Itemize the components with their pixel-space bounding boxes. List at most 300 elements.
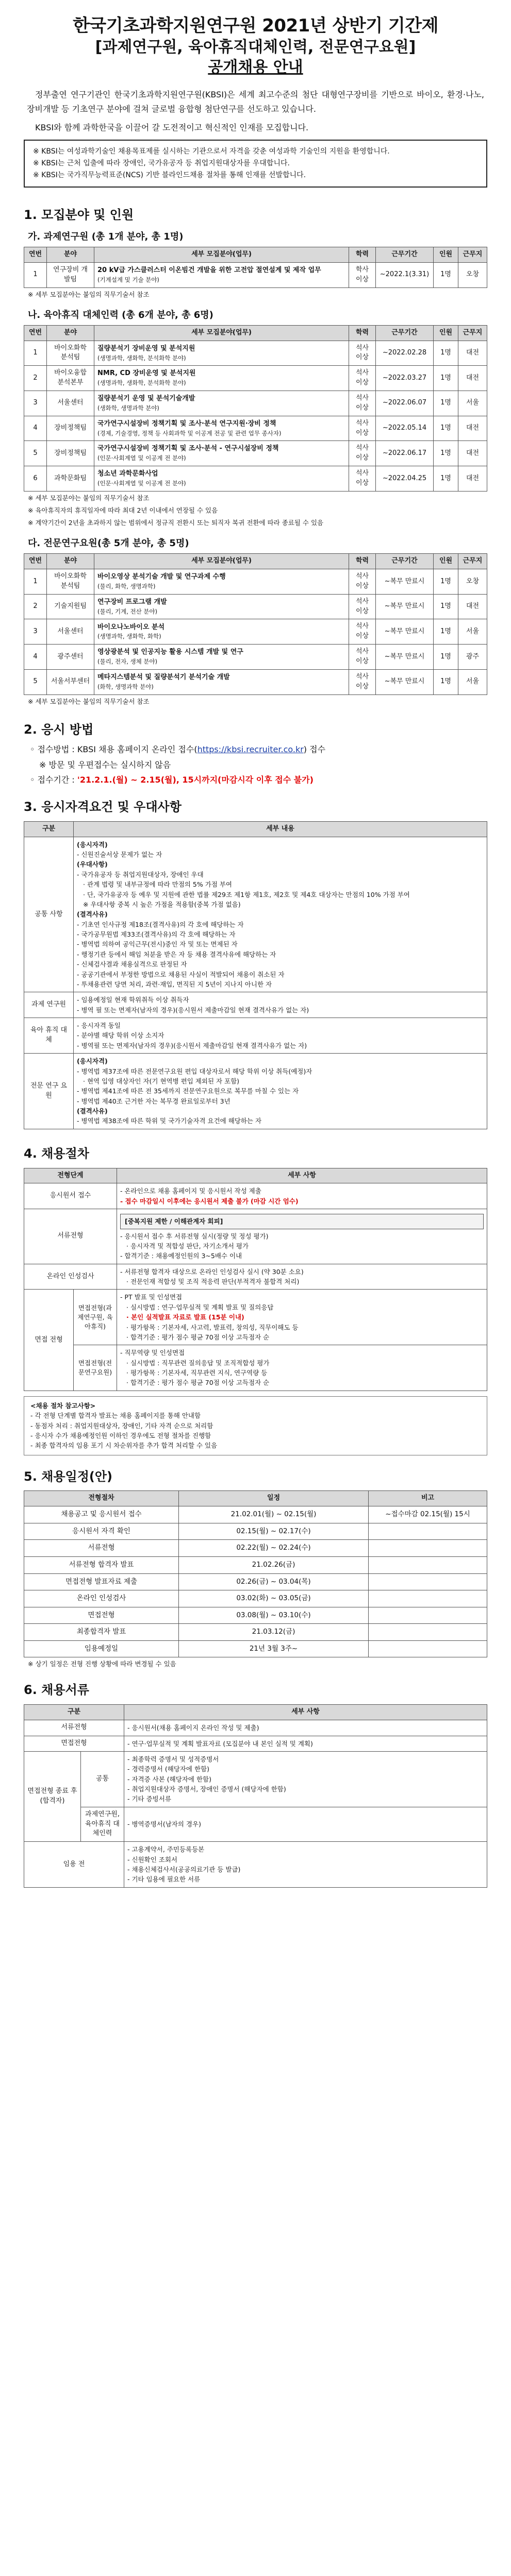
row-detail xyxy=(74,1054,487,1129)
detail-line: - 분야별 해당 학위 이상 소지자 xyxy=(77,1031,164,1040)
cell-step: 채용공고 및 응시원서 접수 xyxy=(24,1506,179,1523)
col-header: 비고 xyxy=(369,1491,487,1506)
subsection-heading: 가. 과제연구원 (총 1개 분야, 총 1명) xyxy=(28,231,184,242)
col-header: 전형절차 xyxy=(24,1491,179,1506)
schedule-note: ※ 상기 일정은 전형 진행 상황에 따라 변경될 수 있음 xyxy=(28,1660,176,1668)
cell-field: 바이오화학 분석팀 xyxy=(47,569,94,595)
table-professional-research xyxy=(24,553,487,694)
table-documents xyxy=(24,1704,487,1888)
col-header: 세부 사항 xyxy=(117,1168,487,1183)
subsection-heading: 나. 육아휴직 대체인력 (총 6개 분야, 총 6명) xyxy=(28,309,213,320)
table-note: ※ 세부 모집분야는 붙임의 직무기술서 참조 xyxy=(28,290,150,298)
cell-step: 면접전형 발표자료 제출 xyxy=(24,1573,179,1590)
cell-step: 서류전형 xyxy=(24,1540,179,1557)
col-header: 세부 모집분야(업무) xyxy=(94,554,349,569)
row-label: 서류전형 xyxy=(24,1209,117,1264)
cell-period: ~복무 만료시 xyxy=(376,669,434,694)
cell-place: 오창 xyxy=(458,262,487,287)
cell-place: 대전 xyxy=(458,416,487,441)
apply-method-note xyxy=(30,759,487,771)
table-row xyxy=(24,669,487,694)
detail-line: - 경력증명서 (해당자에 한함) xyxy=(127,1765,210,1773)
table-row xyxy=(24,1556,487,1573)
table-row xyxy=(24,645,487,670)
table-row xyxy=(24,262,487,287)
row-label: 전문 연구 요원 xyxy=(24,1054,74,1129)
detail-line: (응시자격) xyxy=(77,840,108,849)
cell-place: 오창 xyxy=(458,569,487,595)
duty-title: 바이오나노바이오 분석 xyxy=(97,623,165,631)
cell-remark xyxy=(369,1540,487,1557)
duty-sub: (경제, 기술경영, 정책 등 사회과학 및 이공계 전공 및 관련 업무 종사자) xyxy=(97,429,282,437)
cell-count: 1명 xyxy=(434,391,458,416)
detail-line: - 병역법 제38조에 따른 학위 및 국가기술자격 요건에 해당하는 자 xyxy=(77,1117,262,1125)
cell-duty xyxy=(94,341,349,366)
cell-duty xyxy=(94,391,349,416)
detail-line: ※ 우대사항 중복 시 높은 가점을 적용함(중복 가점 없음) xyxy=(83,900,241,908)
duty-title: 질량분석기 운영 및 분석기술개발 xyxy=(97,395,195,403)
row-detail xyxy=(74,992,487,1018)
cell-date: 21.02.26(금) xyxy=(179,1556,369,1573)
cell-period: ~2022.06.07 xyxy=(376,391,434,416)
row-detail xyxy=(117,1264,487,1290)
col-header: 구분 xyxy=(24,1705,124,1720)
cell-no: 2 xyxy=(24,594,47,619)
cell-edu: 석사 이상 xyxy=(349,341,376,366)
detail-line: - 병역 필 또는 면제자(남자의 경우)(응시원서 제출마감일 현재 결격사유가 없는 자) xyxy=(77,1006,309,1014)
detail-line: - 최종학력 증명서 및 성적증명서 xyxy=(127,1755,219,1763)
duty-title: 청소년 과학문화사업 xyxy=(97,470,158,478)
cell-field: 과학문화팀 xyxy=(47,466,94,492)
cell-place: 대전 xyxy=(458,594,487,619)
detail-line: · 전문인재 적합성 및 조직 적응력 판단(부적격자 불합격 처리) xyxy=(126,1278,300,1286)
detail-line: - 병역증명서(남자의 경우) xyxy=(127,1820,201,1828)
row-sublabel: 면접전형(과제연구원, 육아휴직) xyxy=(74,1290,117,1345)
table-row xyxy=(24,1736,487,1751)
col-header: 근무기간 xyxy=(376,325,434,341)
cell-edu: 석사 이상 xyxy=(349,391,376,416)
cell-edu: 석사 이상 xyxy=(349,441,376,466)
table-row xyxy=(24,1290,487,1345)
apply-period-prefix: ◦ 접수기간 : xyxy=(30,774,77,785)
cell-count: 1명 xyxy=(434,569,458,595)
table-row xyxy=(24,1054,487,1129)
table-qualifications xyxy=(24,821,487,1129)
detail-line: - 응시자격 동일 xyxy=(77,1022,121,1030)
duty-sub: (인문·사회계열 및 이공계 전 분야) xyxy=(97,454,186,462)
row-sublabel: 면접전형(전문연구요원) xyxy=(74,1345,117,1391)
cell-field: 서울센터 xyxy=(47,391,94,416)
col-header: 분야 xyxy=(47,247,94,263)
cell-count: 1명 xyxy=(434,341,458,366)
detail-line: - 온라인으로 채용 홈페이지 및 응시원서 작성 제출 xyxy=(120,1187,261,1195)
col-header: 전형단계 xyxy=(24,1168,117,1183)
cell-duty xyxy=(94,416,349,441)
table-row xyxy=(24,1751,487,1807)
detail-line: - 접수 마감일시 이후에는 응시원서 제출 불가 (마감 시간 엄수) xyxy=(120,1197,299,1205)
col-header: 학력 xyxy=(349,247,376,263)
table-row xyxy=(24,1540,487,1557)
cell-duty xyxy=(94,619,349,645)
cell-count: 1명 xyxy=(434,594,458,619)
row-label: 임용 전 xyxy=(24,1842,124,1888)
cell-step: 면접전형 xyxy=(24,1607,179,1624)
row-detail xyxy=(117,1345,487,1391)
detail-line: · 현역 입영 대상자인 자(기 현역병 편입 제외된 자 포함) xyxy=(83,1077,240,1085)
cell-field: 장비정책팀 xyxy=(47,441,94,466)
apply-method-suffix: ) 접수 xyxy=(303,744,326,755)
apply-period-value: '21.2.1.(월) ~ 2.15(월), 15시까지(마감시각 이후 접수 불가) xyxy=(77,774,314,785)
cell-count: 1명 xyxy=(434,645,458,670)
detail-line: (결격사유) xyxy=(77,1107,108,1115)
intro-closing: KBSI와 함께 과학한국을 이끌어 갈 도전적이고 혁신적인 인재를 모집합니다. xyxy=(35,122,309,132)
procedure-reference-box xyxy=(24,1396,487,1455)
cell-field: 연구장비 개발팀 xyxy=(47,262,94,287)
detail-line: · 합격기준 : 평가 점수 평균 70점 이상 고득점자 순 xyxy=(126,1333,270,1341)
detail-line: · 본인 실적발표 자료로 발표 (15분 이내) xyxy=(126,1313,244,1321)
duty-sub: (생명과학, 생화학, 화학) xyxy=(97,633,161,640)
col-header: 세부 모집분야(업무) xyxy=(94,247,349,263)
col-header: 연번 xyxy=(24,325,47,341)
row-label: 면접전형 xyxy=(24,1736,124,1751)
cell-date: 03.08(월) ~ 03.10(수) xyxy=(179,1607,369,1624)
table-row xyxy=(24,1842,487,1888)
detail-line: · 실시방법 : 직무관련 질의응답 및 조직적합성 평가 xyxy=(126,1359,270,1367)
title-block xyxy=(24,14,487,78)
table-row xyxy=(24,441,487,466)
cell-duty xyxy=(94,569,349,595)
cell-place: 서울 xyxy=(458,391,487,416)
col-header: 인원 xyxy=(434,247,458,263)
cell-place: 대전 xyxy=(458,341,487,366)
detail-line: - 취업지원대상자 증명서, 장애인 증명서 (해당자에 한함) xyxy=(127,1785,286,1793)
table-note: ※ 세부 모집분야는 붙임의 직무기술서 참조 xyxy=(28,697,150,705)
detail-line: - 기초연 인사규정 제18조(결격사유)의 각 호에 해당하는 자 xyxy=(77,920,244,928)
cell-edu: 석사 이상 xyxy=(349,619,376,645)
detail-line: · 응시자격 및 적합성 판단, 자기소개서 평가 xyxy=(126,1242,249,1250)
cell-field: 광주센터 xyxy=(47,645,94,670)
cell-step: 서류전형 합격자 발표 xyxy=(24,1556,179,1573)
cell-edu: 석사 이상 xyxy=(349,594,376,619)
duty-title: 국가연구시설장비 정책기획 및 조사·분석 연구지원·장비 정책 xyxy=(97,419,276,428)
intro-paragraph: 정부출연 연구기관인 한국기초과학지원연구원(KBSI)은 세계 최고수준의 첨단 대형연구장비를 기반으로 바이오, 환경·나노, 장비개발 등 기초연구 분야에 걸쳐 글로벌 융합형 첨단연구를 선도하고 있습니다. xyxy=(27,89,484,114)
table-note: ※ 육아휴직자의 휴직일자에 따라 최대 2년 이내에서 연장될 수 있음 xyxy=(28,506,218,514)
page-subtitle-notice: 공개채용 안내 xyxy=(208,58,303,77)
duty-sub: (화학, 생명과학 분야) xyxy=(97,683,154,690)
detail-line: - 행정기관 등에서 해임 처분을 받은 자 등 채용 결격사유에 해당하는 자 xyxy=(77,950,276,958)
cell-edu: 석사 이상 xyxy=(349,366,376,391)
detail-line: (응시자격) xyxy=(77,1057,108,1065)
cell-field: 바이오화학 분석팀 xyxy=(47,341,94,366)
detail-line: - 임용예정일 현재 학위취득 이상 취득자 xyxy=(77,996,189,1004)
duty-sub: (물리, 기계, 전산 분야) xyxy=(97,607,158,615)
cell-period: ~복무 만료시 xyxy=(376,645,434,670)
detail-line: - 공공기관에서 부정한 방법으로 채용된 사실이 적발되어 채용이 취소된 자 xyxy=(77,970,285,978)
col-header: 인원 xyxy=(434,325,458,341)
cell-place: 대전 xyxy=(458,441,487,466)
duty-sub: (물리, 전자, 생체 분야) xyxy=(97,658,158,666)
detail-line: - 응시원서(채용 홈페이지 온라인 작성 및 제출) xyxy=(127,1724,259,1732)
no-visit-note: ※ 방문 및 우편접수는 실시하지 않음 xyxy=(39,759,171,770)
section-heading: 3. 응시자격요건 및 우대사항 xyxy=(24,800,182,814)
detail-line: - 신원확인 조회서 xyxy=(127,1855,177,1863)
col-header: 분야 xyxy=(47,325,94,341)
table-row xyxy=(24,466,487,492)
row-label: 공통 사항 xyxy=(24,837,74,992)
cell-place: 대전 xyxy=(458,366,487,391)
cell-no: 1 xyxy=(24,262,47,287)
cell-remark xyxy=(369,1556,487,1573)
detail-line: · 단, 국가유공자 등 예우 및 지원에 관한 법률 제29조 제1항 제1호, 제2호 및 제4호 대상자는 만점의 10% 가점 부여 xyxy=(83,890,410,899)
duty-title: 질량분석기 장비운영 및 분석지원 xyxy=(97,344,195,352)
duty-title: 영상광분석 및 인공지능 활용 시스템 개발 및 연구 xyxy=(97,648,243,656)
cell-place: 서울 xyxy=(458,669,487,694)
cell-duty xyxy=(94,366,349,391)
cell-step: 최종합격자 발표 xyxy=(24,1624,179,1641)
cell-period: ~2022.1(3.31) xyxy=(376,262,434,287)
table-row xyxy=(24,1624,487,1641)
cell-duty xyxy=(94,466,349,492)
col-header: 근무기간 xyxy=(376,247,434,263)
section-heading: 2. 응시 방법 xyxy=(24,722,94,737)
duty-title: NMR, CD 장비운영 및 분석지원 xyxy=(97,369,196,378)
table-row xyxy=(24,1264,487,1290)
detail-line: · 평가항목 : 기본자세, 사고력, 발표력, 창의성, 직무이해도 등 xyxy=(126,1323,299,1331)
detail-line: · 평가항목 : 기본자세, 직무관련 지식, 연구역량 등 xyxy=(126,1369,268,1377)
table-row xyxy=(24,1345,487,1391)
cell-edu: 석사 이상 xyxy=(349,569,376,595)
cell-remark xyxy=(369,1640,487,1657)
cell-period: ~복무 만료시 xyxy=(376,569,434,595)
cell-edu: 학사 이상 xyxy=(349,262,376,287)
table-row xyxy=(24,1640,487,1657)
cell-count: 1명 xyxy=(434,416,458,441)
cell-date: 02.15(월) ~ 02.17(수) xyxy=(179,1523,369,1540)
cell-count: 1명 xyxy=(434,619,458,645)
table-row xyxy=(24,1720,487,1736)
cell-count: 1명 xyxy=(434,466,458,492)
notice-item: ※ KBSI는 근처 입출에 따라 장애인, 국가유공자 등 취업지원대상자를 우대합니다. xyxy=(33,159,290,167)
cell-count: 1명 xyxy=(434,262,458,287)
detail-line: - 기타 임용에 필요한 서류 xyxy=(127,1875,201,1884)
detail-line: - 연구·업무실적 및 계획 발표자료 (모집분야 내 본인 실적 및 계획) xyxy=(127,1739,313,1748)
table-row xyxy=(24,391,487,416)
notice-box xyxy=(24,140,487,188)
cell-no: 1 xyxy=(24,341,47,366)
cell-field: 서울센터 xyxy=(47,619,94,645)
cell-field: 바이오융합 분석본부 xyxy=(47,366,94,391)
section-heading: 5. 채용일정(안) xyxy=(24,1469,113,1484)
apply-method-prefix: ◦ 접수방법 : KBSI 채용 홈페이지 온라인 접수( xyxy=(30,744,197,755)
cell-remark xyxy=(369,1607,487,1624)
table-parental-leave xyxy=(24,325,487,492)
row-detail xyxy=(117,1183,487,1209)
cell-date: 03.02(화) ~ 03.05(금) xyxy=(179,1590,369,1607)
cell-date: 21.03.12(금) xyxy=(179,1624,369,1641)
row-label: 서류전형 xyxy=(24,1720,124,1736)
duty-sub: (생명과학, 생화학, 분석화학 분야) xyxy=(97,354,186,362)
cell-period: ~복무 만료시 xyxy=(376,594,434,619)
reference-line: <채용 절차 참고사항> xyxy=(30,1401,96,1410)
cell-no: 3 xyxy=(24,391,47,416)
cell-remark xyxy=(369,1573,487,1590)
table-row xyxy=(24,594,487,619)
table-row xyxy=(24,366,487,391)
notice-item: ※ KBSI는 여성과학기술인 채용목표제를 실시하는 기관으로서 자격을 갖춘 여성과학 기술인의 지원을 환영합니다. xyxy=(33,147,390,156)
cell-edu: 석사 이상 xyxy=(349,466,376,492)
table-row xyxy=(24,416,487,441)
cell-field: 장비정책팀 xyxy=(47,416,94,441)
duty-sub: (기계설계 및 기술 분야) xyxy=(97,276,159,283)
col-header: 인원 xyxy=(434,554,458,569)
cell-edu: 석사 이상 xyxy=(349,416,376,441)
detail-line: - 기타 증빙서류 xyxy=(127,1795,171,1803)
table-row xyxy=(24,341,487,366)
cell-edu: 석사 이상 xyxy=(349,645,376,670)
col-header: 연번 xyxy=(24,247,47,263)
cell-count: 1명 xyxy=(434,441,458,466)
cell-count: 1명 xyxy=(434,669,458,694)
cell-no: 2 xyxy=(24,366,47,391)
table-row xyxy=(24,1590,487,1607)
detail-line: (결격사유) xyxy=(77,910,108,919)
section-heading: 1. 모집분야 및 인원 xyxy=(24,208,134,223)
col-header: 세부 내용 xyxy=(74,821,487,837)
col-header: 세부 모집분야(업무) xyxy=(94,325,349,341)
col-header: 구분 xyxy=(24,821,74,837)
table-row xyxy=(24,1506,487,1523)
col-header: 연번 xyxy=(24,554,47,569)
row-sublabel: 과제연구원, 육아휴직 대체인력 xyxy=(81,1807,124,1842)
cell-step: 응시원서 자격 확인 xyxy=(24,1523,179,1540)
cell-remark: ~접수마감 02.15(월) 15시 xyxy=(369,1506,487,1523)
table-row xyxy=(24,1807,487,1842)
row-label: 육아 휴직 대체 xyxy=(24,1018,74,1054)
detail-line: - 투채용관련 당면 처리, 과련·재입, 면직된 지 5년이 지나지 아니한 자 xyxy=(77,980,272,988)
detail-line: - 신체검사결과 채용실격으로 판정된 자 xyxy=(77,960,187,969)
duty-title: 20 kV급 가스클러스터 이온빔건 개발을 위한 고전압 절연설계 및 제작 업무 xyxy=(97,266,321,274)
inner-note-box xyxy=(120,1214,484,1229)
duty-title: 메타지스템분석 및 질량분석기 분석기술 개발 xyxy=(97,673,230,681)
detail-line: - 병역법 의하여 공익근무(전시)중인 자 및 또는 면제된 자 xyxy=(77,940,238,948)
page-subtitle: [과제연구원, 육아휴직대체인력, 전문연구요원] xyxy=(95,38,416,57)
col-header: 근무지 xyxy=(458,554,487,569)
cell-no: 5 xyxy=(24,669,47,694)
row-label: 응시원서 접수 xyxy=(24,1183,117,1209)
table-row xyxy=(24,1209,487,1264)
row-detail xyxy=(117,1290,487,1345)
cell-no: 4 xyxy=(24,645,47,670)
cell-no: 4 xyxy=(24,416,47,441)
row-detail xyxy=(74,1018,487,1054)
section-heading: 4. 채용절차 xyxy=(24,1146,89,1161)
reference-line: - 동점자 처리 : 취업지원대상자, 장애인, 기타 자격 순으로 처리함 xyxy=(30,1421,213,1430)
cell-no: 5 xyxy=(24,441,47,466)
cell-duty xyxy=(94,441,349,466)
detail-line: - 국가공무원법 제33조(결격사유)의 각 호에 해당하는 자 xyxy=(77,930,236,939)
row-label: 과제 연구원 xyxy=(24,992,74,1018)
row-label: 면접 전형 xyxy=(24,1290,74,1391)
table-note: ※ 세부 모집분야는 붙임의 직무기술서 참조 xyxy=(28,494,150,502)
inner-box-title: [중복지원 제한 / 이해관계자 회피] xyxy=(125,1217,223,1226)
cell-period: ~복무 만료시 xyxy=(376,619,434,645)
cell-date: 02.26(금) ~ 03.04(목) xyxy=(179,1573,369,1590)
detail-line: - 채용신체검사서(공공의료기관 등 발급) xyxy=(127,1866,241,1874)
col-header: 세부 사항 xyxy=(124,1705,487,1720)
detail-line: - 합격기준 : 채용예정인원의 3~5배수 이내 xyxy=(120,1252,242,1260)
detail-line: - 병역법 제37조에 따른 전문연구요원 편입 대상자로서 해당 학위 이상 취득(예정)자 xyxy=(77,1067,312,1075)
cell-field: 기술지원팀 xyxy=(47,594,94,619)
page-title: 한국기초과학지원연구원 2021년 상반기 기간제 xyxy=(73,15,438,36)
cell-count: 1명 xyxy=(434,366,458,391)
table-row xyxy=(24,1607,487,1624)
detail-line: - PT 발표 및 인성면접 xyxy=(120,1293,183,1301)
table-row xyxy=(24,569,487,595)
cell-remark xyxy=(369,1523,487,1540)
duty-sub: (생명과학, 생화학, 분석화학 분야) xyxy=(97,379,186,387)
cell-duty xyxy=(94,669,349,694)
cell-duty xyxy=(94,594,349,619)
col-header: 학력 xyxy=(349,554,376,569)
row-detail xyxy=(124,1751,487,1807)
col-header: 학력 xyxy=(349,325,376,341)
reference-line: - 최종 합격자의 임용 포기 시 차순위자를 추가 합격 처리할 수 있음 xyxy=(30,1442,218,1450)
table-research-staff xyxy=(24,247,487,288)
cell-date: 21.02.01(월) ~ 02.15(월) xyxy=(179,1506,369,1523)
row-detail xyxy=(124,1720,487,1736)
table-procedure xyxy=(24,1168,487,1391)
row-sublabel: 공통 xyxy=(81,1751,124,1807)
table-row xyxy=(24,1573,487,1590)
col-header: 일정 xyxy=(179,1491,369,1506)
reference-line: - 응시자 수가 채용예정인원 이하인 경우에도 전형 절차를 진행함 xyxy=(30,1431,211,1439)
cell-field: 서울서부센터 xyxy=(47,669,94,694)
col-header: 근무지 xyxy=(458,247,487,263)
cell-remark xyxy=(369,1624,487,1641)
table-row xyxy=(24,619,487,645)
cell-duty xyxy=(94,262,349,287)
duty-sub: (물리, 화학, 생명과학) xyxy=(97,583,156,590)
detail-line: - 고용계약서, 주민등록등본 xyxy=(127,1845,205,1854)
duty-title: 국가연구시설장비 정책기획 및 조사·분석 - 연구시설장비 정책 xyxy=(97,445,279,453)
recruit-site-link[interactable]: https://kbsi.recruiter.co.kr xyxy=(197,744,304,755)
col-header: 분야 xyxy=(47,554,94,569)
table-note: ※ 계약기간이 2년을 초과하지 않는 범위에서 정규직 전환시 또는 퇴직자 복귀 전환에 따라 종료될 수 있음 xyxy=(28,519,324,527)
table-row xyxy=(24,837,487,992)
table-schedule xyxy=(24,1490,487,1657)
detail-line: - 병역법 제40조 근거한 자는 복무경 완료일로부터 3년 xyxy=(77,1097,230,1105)
cell-duty xyxy=(94,645,349,670)
subsection-heading: 다. 전문연구요원(총 5개 분야, 총 5명) xyxy=(28,538,189,549)
cell-period: ~2022.02.28 xyxy=(376,341,434,366)
apply-method-line xyxy=(30,743,487,755)
cell-no: 1 xyxy=(24,569,47,595)
apply-period-line xyxy=(30,774,487,786)
duty-title: 바이오영상 분석기술 개발 및 연구과제 수행 xyxy=(97,573,226,581)
detail-line: · 실시방법 : 연구·업무실적 및 계획 발표 및 질의응답 xyxy=(126,1303,274,1311)
cell-period: ~2022.03.27 xyxy=(376,366,434,391)
detail-line: - 직무역량 및 인성면접 xyxy=(120,1349,185,1357)
detail-line: - 응시원서 접수 후 서류전형 실시(정량 및 정성 평가) xyxy=(120,1232,269,1240)
cell-no: 6 xyxy=(24,466,47,492)
detail-line: - 병역필 또는 면제자(남자의 경우)(응시원서 제출마감일 현재 결격사유가 없는 자) xyxy=(77,1041,307,1049)
cell-remark xyxy=(369,1590,487,1607)
table-row xyxy=(24,1018,487,1054)
table-row xyxy=(24,1183,487,1209)
detail-line: - 신원진술서상 문제가 없는 자 xyxy=(77,851,162,859)
cell-period: ~2022.04.25 xyxy=(376,466,434,492)
cell-date: 21년 3월 3주~ xyxy=(179,1640,369,1657)
